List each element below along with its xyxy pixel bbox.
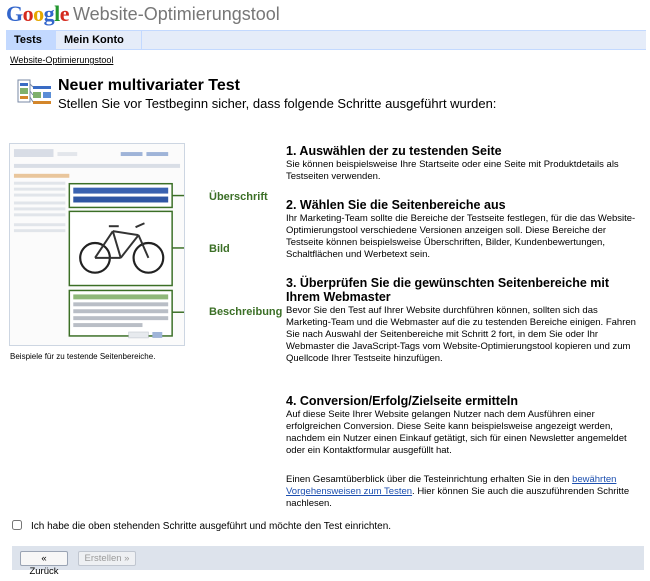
tab-tests[interactable]: Tests (6, 31, 56, 50)
header (0, 0, 650, 30)
step-body: Ihr Marketing-Team sollte die Bereiche der Testseite festlegen, für die das Website-Optimierungstool verschiedene Versionen anzeigen soll. Diese Bereiche der Testseite können beispielsweise Überschriften, Bilder, Kundenbewertungen, Schaltflächen und Werbetext sein. (286, 213, 636, 260)
step-3 (286, 276, 642, 365)
summary-text: Einen Gesamtüberblick über die Testeinrichtung erhalten Sie in den bewährten Vorgehensweisen zum Testen. Hier können Sie auch die auszuführenden Schritte nachlesen. (286, 474, 630, 509)
label-heading: Überschrift (209, 191, 268, 203)
step-4 (286, 394, 642, 457)
main-nav (6, 30, 646, 50)
step-title: 3. Überprüfen Sie die gewünschten Seitenbereiche mit Ihrem Webmaster (286, 276, 609, 304)
create-button[interactable]: Erstellen » (78, 551, 136, 566)
page-title: Neuer multivariater Test (58, 77, 240, 94)
label-description: Beschreibung (209, 306, 283, 318)
best-practices-link[interactable]: bewährten Vorgehensweisen zum Testen (286, 474, 617, 497)
confirm-row (12, 520, 391, 532)
google-logo: Google (6, 1, 70, 26)
confirm-checkbox[interactable] (12, 520, 22, 530)
step-title: 2. Wählen Sie die Seitenbereiche aus (286, 198, 506, 212)
breadcrumb[interactable]: Website-Optimierungstool (10, 55, 114, 65)
illustration-caption: Beispiele für zu testende Seitenbereiche. (10, 352, 156, 361)
step-title: 1. Auswählen der zu testenden Seite (286, 144, 502, 158)
action-bar (12, 546, 644, 577)
page-subtitle: Stellen Sie vor Testbeginn sicher, dass folgende Schritte ausgeführt wurden: (58, 96, 497, 111)
product-name: Website-Optimierungstool (73, 4, 280, 24)
step-body: Auf diese Seite Ihrer Website gelangen Nutzer nach dem Ausführen einer erfolgreichen Conversion. Diese Seite kann beispielsweise angezeigt werden, nachdem ein Nutzer einen Einkauf getätigt, sich für einen Newsletter angemeldet oder ein Kontaktformular ausgefüllt hat. (286, 409, 627, 456)
test-page-illustration (9, 143, 185, 346)
step-2 (286, 198, 642, 261)
step-body: Bevor Sie den Test auf Ihrer Website durchführen können, sollten sich das Marketing-Team und die Webmaster auf die zu testenden Bereiche einigen. Fahren Sie nach Auswahl der Seitenbereiche mit Schritt 2 fort, in dem Sie oder Ihr Webmaster die JavaScript-Tags vom Website-Optimierungstool kopieren und zum Quellcode Ihrer Testseite hinzufügen. (286, 305, 636, 364)
label-image: Bild (209, 243, 230, 255)
step-title: 4. Conversion/Erfolg/Zielseite ermitteln (286, 394, 519, 408)
multivariate-test-icon (17, 78, 53, 110)
tab-account[interactable]: Mein Konto (56, 31, 142, 50)
step-body: Sie können beispielsweise Ihre Startseite oder eine Seite mit Produktdetails als Testseiten verwenden. (286, 159, 619, 182)
step-1 (286, 144, 642, 183)
confirm-label: Ich habe die oben stehenden Schritte ausgeführt und möchte den Test einrichten. (31, 521, 392, 532)
back-button[interactable]: « Zurück (20, 551, 68, 566)
